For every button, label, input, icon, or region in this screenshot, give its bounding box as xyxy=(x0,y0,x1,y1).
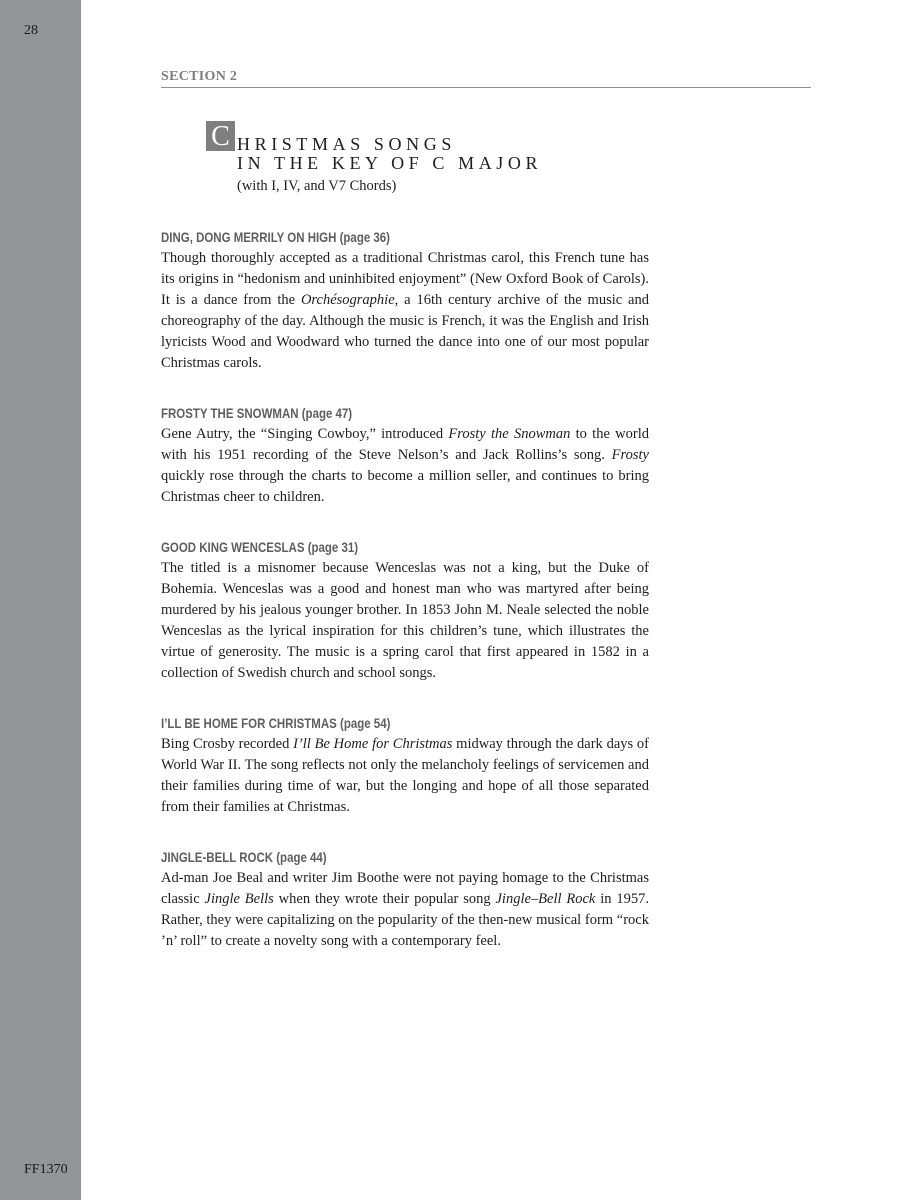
song-description: The titled is a misnomer because Wenceslas was not a king, but the Duke of Bohemia. Wenceslas was a good and honest man who was martyred after being murdered by his jealous younger brother. In 1853 John M. Neale selected the noble Wenceslas as the lyrical inspiration for this children’s tune, which illustrates the virtue of generosity. The music is a spring carol that first appeared in 1582 in a collection of Swedish church and school songs. xyxy=(161,560,649,681)
song-description: Ad-man Joe Beal and writer Jim Boothe were not paying homage to the Christmas classic Jingle Bells when they wrote their popular song Jingle–Bell Rock in 1957. Rather, they were capitalizing on the popularity of the then-new musical form “rock ’n’ roll” to create a novelty song with a contemporary feel. xyxy=(161,870,650,949)
margin-sidebar xyxy=(0,0,81,1200)
song-heading: GOOD KING WENCESLAS (page 31) xyxy=(161,539,359,555)
song-heading: DING, DONG MERRILY ON HIGH (page 36) xyxy=(161,229,390,245)
catalog-code: FF1370 xyxy=(24,1162,68,1177)
section-header: SECTION 2 xyxy=(161,69,811,88)
song-description: Bing Crosby recorded I’ll Be Home for Christmas midway through the dark days of World War II. The song reflects not only the melancholy feelings of servicemen and their families during time of war, but the longing and hope of all those separated from their families at Christmas. xyxy=(161,736,649,815)
title-subtitle: (with I, IV, and V7 Chords) xyxy=(237,178,397,194)
italic-title: Jingle Bells xyxy=(204,890,274,907)
italic-title: Frosty xyxy=(611,446,649,463)
song-entry-wenceslas xyxy=(161,537,649,683)
song-description: Gene Autry, the “Singing Cowboy,” introduced Frosty the Snowman to the world with his 1951 recording of the Steve Nelson’s and Jack Rollins’s song. Frosty quickly rose through the charts to become a million seller, and continues to bring Christmas cheer to children. xyxy=(161,426,649,505)
title-line-1: HRISTMAS SONGS xyxy=(237,134,456,154)
song-entry-jingle-bell-rock xyxy=(161,847,649,952)
italic-title: Jingle–Bell Rock xyxy=(495,890,596,907)
song-heading: JINGLE-BELL ROCK (page 44) xyxy=(161,849,327,865)
song-entry-ding-dong xyxy=(161,227,649,373)
song-entry-frosty xyxy=(161,403,649,508)
italic-title: I’ll Be Home for Christmas xyxy=(293,736,453,752)
italic-title: Orchésographie xyxy=(300,291,395,308)
page-number: 28 xyxy=(24,23,38,38)
song-description: Though thoroughly accepted as a traditional Christmas carol, this French tune has its origins in “hedonism and uninhibited enjoyment” (New Oxford Book of Carols). It is a dance from the Orchésographie, a 16th century archive of the music and choreography of the day. Although the music is French, it was the English and Irish lyricists Wood and Woodward who turned the dance into one of our most popular Christmas carols. xyxy=(161,250,649,371)
italic-title: Frosty the Snowman xyxy=(448,426,571,442)
song-heading: I’LL BE HOME FOR CHRISTMAS (page 54) xyxy=(161,715,391,731)
song-entry-home-for-christmas xyxy=(161,713,649,818)
title-line-2: IN THE KEY OF C MAJOR xyxy=(237,153,543,173)
song-heading: FROSTY THE SNOWMAN (page 47) xyxy=(161,405,353,421)
drop-cap: C xyxy=(206,121,235,151)
